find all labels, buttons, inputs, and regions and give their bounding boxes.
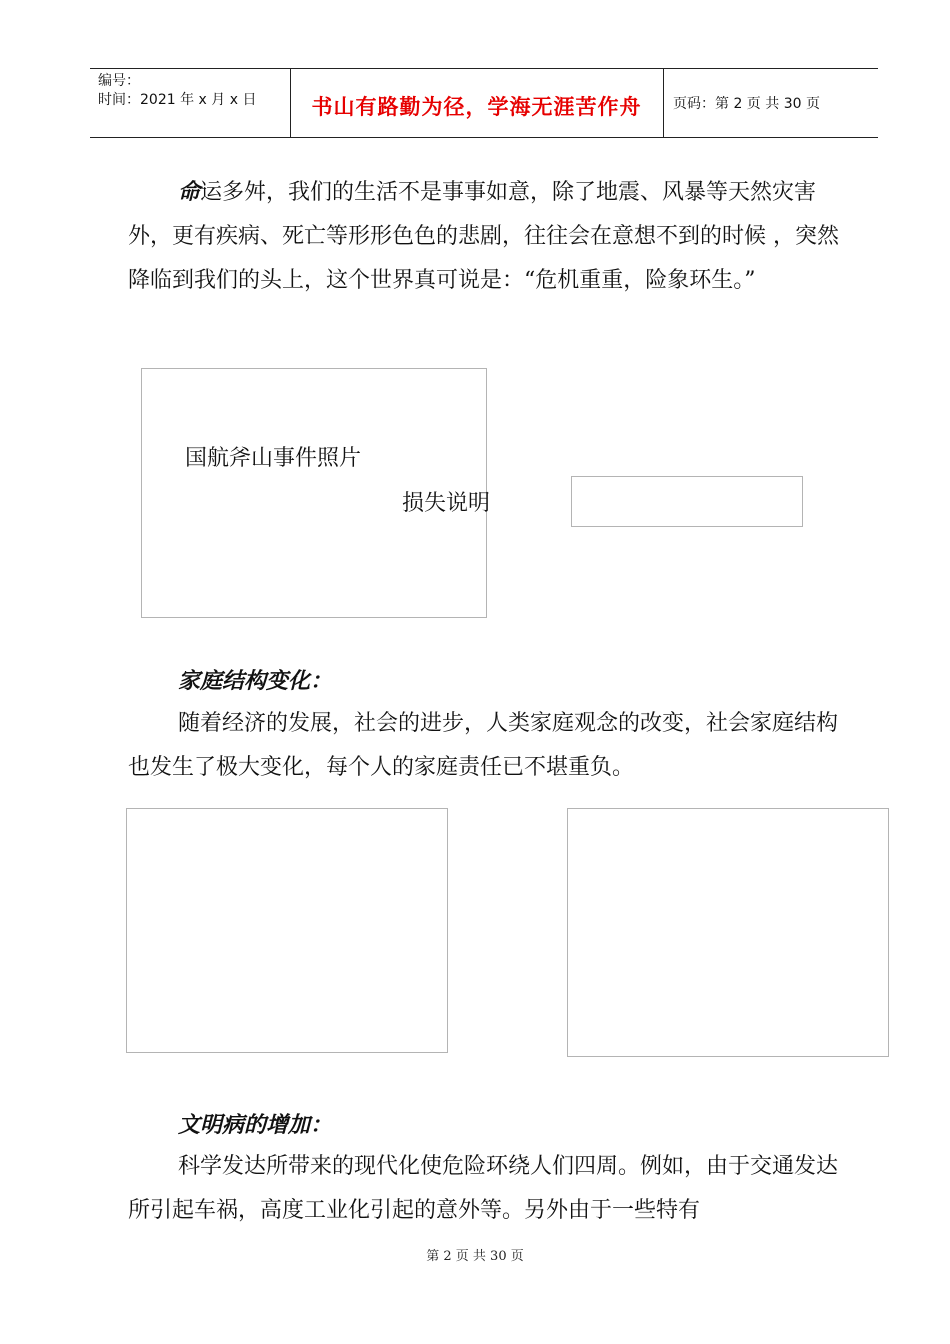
intro-paragraph-text: 运多舛，我们的生活不是事事如意，除了地震、风暴等天然灾害外，更有疾病、死亡等形形色色的悲剧，往往会在意想不到的时候 ，突然降临到我们的头上，这个世界真可说是：“危机重重，险象环生。”: [128, 180, 839, 293]
page-footer: 第 2 页 共 30 页: [426, 1249, 524, 1264]
image-frame-right: [567, 808, 889, 1057]
family-paragraph: [128, 702, 844, 790]
disease-heading: 文明病的增加：: [178, 1112, 333, 1138]
image-frame-left: [126, 808, 448, 1053]
intro-first-char: 命: [178, 179, 201, 205]
header-meta-cell: [90, 69, 291, 137]
header-motto-cell: [290, 69, 664, 137]
header-page-label: 页码：第 2 页 共 30 页: [673, 96, 820, 112]
header-id-label: 编号：: [98, 73, 140, 89]
photo-caption: 国航斧山事件照片: [185, 446, 362, 471]
page-header: [90, 68, 878, 138]
header-time-label: 时间：2021 年 x 月 x 日: [98, 92, 257, 108]
disease-paragraph-text: 科学发达所带来的现代化使危险环绕人们四周。例如，由于交通发达所引起车祸，高度工业化引起的意外等。另外由于一些特有: [128, 1154, 839, 1223]
header-page-cell: [663, 69, 878, 137]
disease-paragraph: [128, 1145, 844, 1233]
family-paragraph-text: 随着经济的发展，社会的进步，人类家庭观念的改变，社会家庭结构也发生了极大变化，每个人的家庭责任已不堪重负。: [128, 711, 839, 780]
loss-frame: [571, 476, 803, 527]
family-heading: 家庭结构变化：: [178, 668, 333, 694]
loss-caption: 损失说明: [402, 491, 491, 516]
header-motto: 书山有路勤为径，学海无涯苦作舟: [311, 94, 642, 119]
intro-paragraph: [128, 170, 844, 303]
